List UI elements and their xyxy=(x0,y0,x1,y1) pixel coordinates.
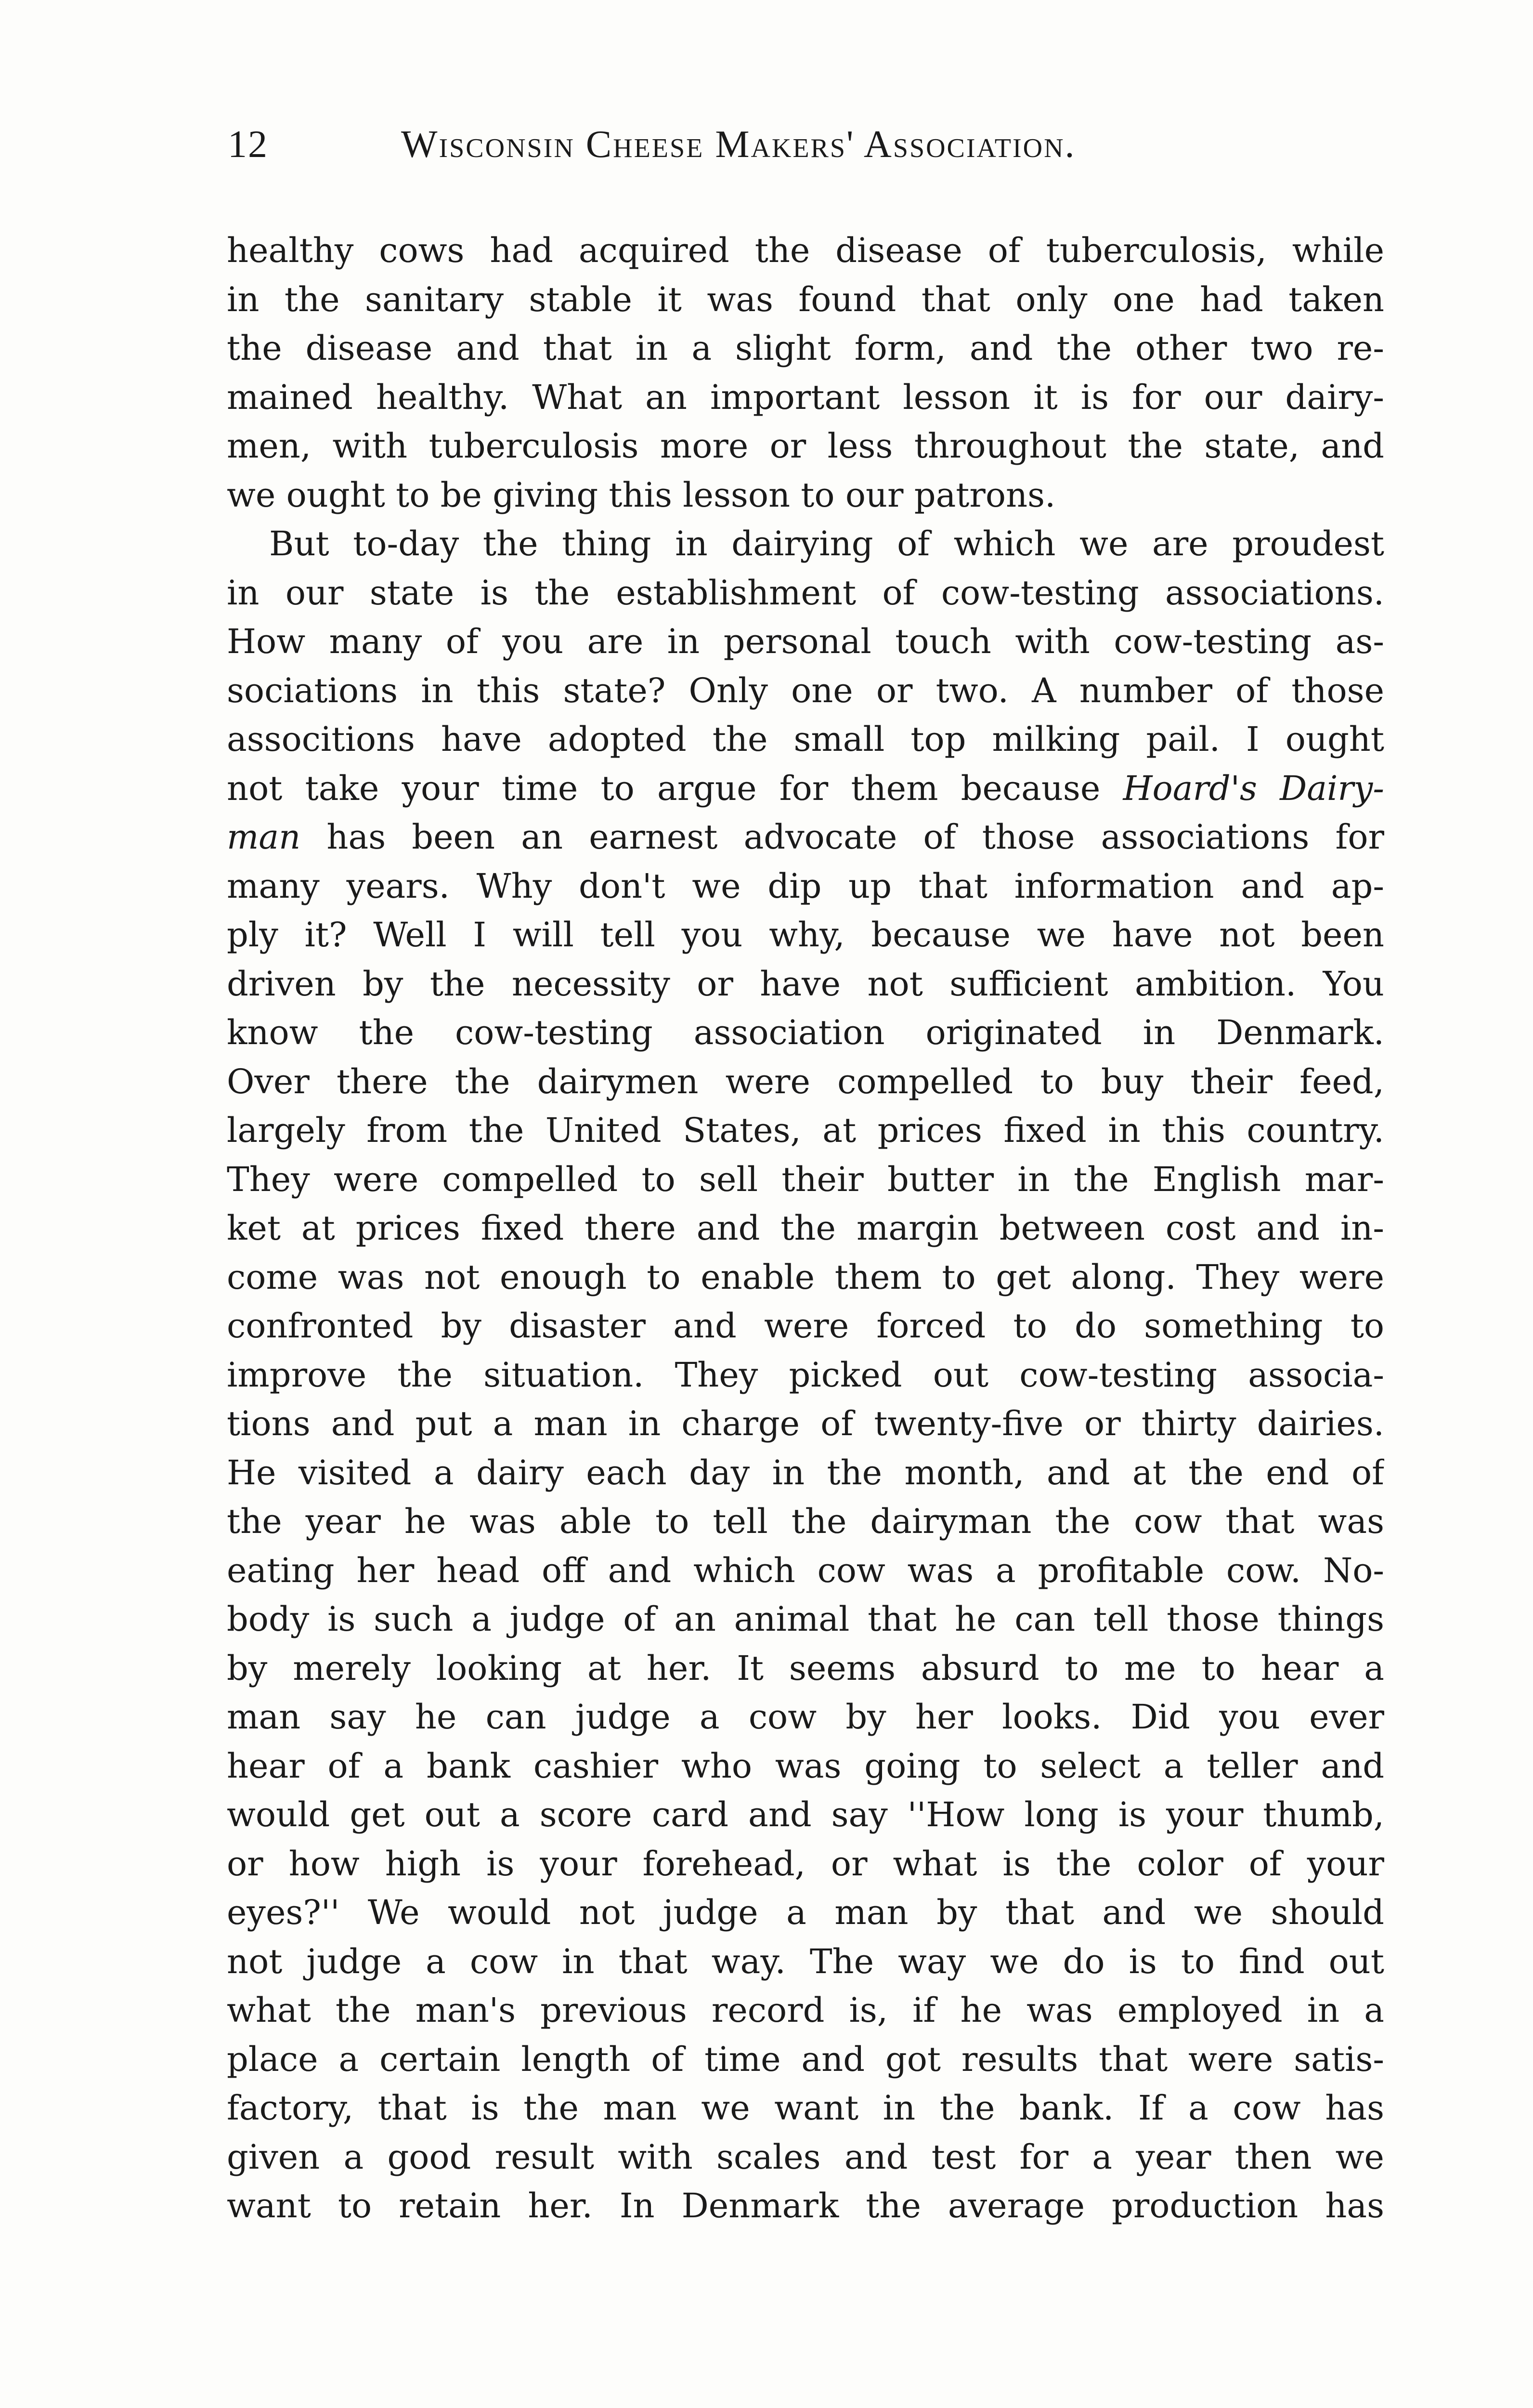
text-line: healthy cows had acquired the disease of tuberculosis, while xyxy=(227,231,1384,270)
text-line: given a good result with scales and test for a year then we xyxy=(227,2137,1384,2177)
text-line: body is such a judge of an animal that he can tell those things xyxy=(227,1599,1384,1639)
text-line: tions and put a man in charge of twenty-five or thirty dairies. xyxy=(227,1404,1384,1443)
text-line: many years. Why don't we dip up that information and ap- xyxy=(227,866,1384,906)
text-line: what the man's previous record is, if he was employed in a xyxy=(227,1990,1384,2030)
running-title: Wisconsin Cheese Makers' Association. xyxy=(401,123,1076,166)
text-line: ply it? Well I will tell you why, because we have not been xyxy=(227,915,1384,955)
text-line: They were compelled to sell their butter in the English mar- xyxy=(227,1159,1384,1199)
text-line: largely from the United States, at prices fixed in this country. xyxy=(227,1111,1384,1150)
text-line: But to-day the thing in dairying of which we are proudest xyxy=(269,524,1384,563)
publication-title: Hoard's Dairy- xyxy=(1123,768,1384,808)
text-line: men, with tuberculosis more or less throughout the state, and xyxy=(227,426,1384,466)
text-run: not take your time to argue for them because xyxy=(227,768,1101,808)
text-line: the disease and that in a slight form, and the other two re- xyxy=(227,328,1384,368)
body-text xyxy=(227,226,1384,2231)
text-line: eating her head off and which cow was a profitable cow. No- xyxy=(227,1550,1384,1590)
text-line xyxy=(227,813,1384,862)
text-line: want to retain her. In Denmark the average production has xyxy=(227,2186,1384,2225)
text-line: or how high is your forehead, or what is the color of your xyxy=(227,1844,1384,1884)
text-line: factory, that is the man we want in the bank. If a cow has xyxy=(227,2088,1384,2128)
text-line: the year he was able to tell the dairyman the cow that was xyxy=(227,1502,1384,1541)
text-run: has been an earnest advocate of those associations for xyxy=(300,817,1384,857)
running-head xyxy=(228,123,1383,176)
text-line: Over there the dairymen were compelled to buy their feed, xyxy=(227,1061,1384,1101)
text-line: improve the situation. They picked out cow-testing associa- xyxy=(227,1355,1384,1395)
text-line: How many of you are in personal touch with cow-testing as- xyxy=(227,622,1384,661)
text-line: confronted by disaster and were forced to do something to xyxy=(227,1306,1384,1346)
text-line xyxy=(227,764,1384,813)
text-line: man say he can judge a cow by her looks. Did you ever xyxy=(227,1697,1384,1737)
text-line: sociations in this state? Only one or two. A number of those xyxy=(227,670,1384,710)
text-line: ket at prices fixed there and the margin between cost and in- xyxy=(227,1208,1384,1248)
text-line: in our state is the establishment of cow-testing associations. xyxy=(227,573,1384,613)
text-line: would get out a score card and say ''How long is your thumb, xyxy=(227,1795,1384,1834)
text-line: come was not enough to enable them to get along. They were xyxy=(227,1257,1384,1297)
text-line: associtions have adopted the small top milking pail. I ought xyxy=(227,720,1384,759)
text-line: know the cow-testing association originated in Denmark. xyxy=(227,1013,1384,1052)
text-line: hear of a bank cashier who was going to select a teller and xyxy=(227,1746,1384,1786)
text-line: by merely looking at her. It seems absurd to me to hear a xyxy=(227,1648,1384,1688)
text-line: eyes?'' We would not judge a man by that and we should xyxy=(227,1893,1384,1932)
text-line: place a certain length of time and got results that were satis- xyxy=(227,2039,1384,2079)
text-line: we ought to be giving this lesson to our patrons. xyxy=(227,475,1056,515)
text-line: driven by the necessity or have not sufficient ambition. You xyxy=(227,964,1384,1004)
text-line: mained healthy. What an important lesson it is for our dairy- xyxy=(227,377,1384,417)
text-line: He visited a dairy each day in the month, and at the end of xyxy=(227,1453,1384,1492)
text-line: not judge a cow in that way. The way we do is to find out xyxy=(227,1941,1384,1981)
page-number: 12 xyxy=(228,123,268,166)
text-line: in the sanitary stable it was found that only one had taken xyxy=(227,279,1384,319)
publication-title: man xyxy=(227,817,301,857)
